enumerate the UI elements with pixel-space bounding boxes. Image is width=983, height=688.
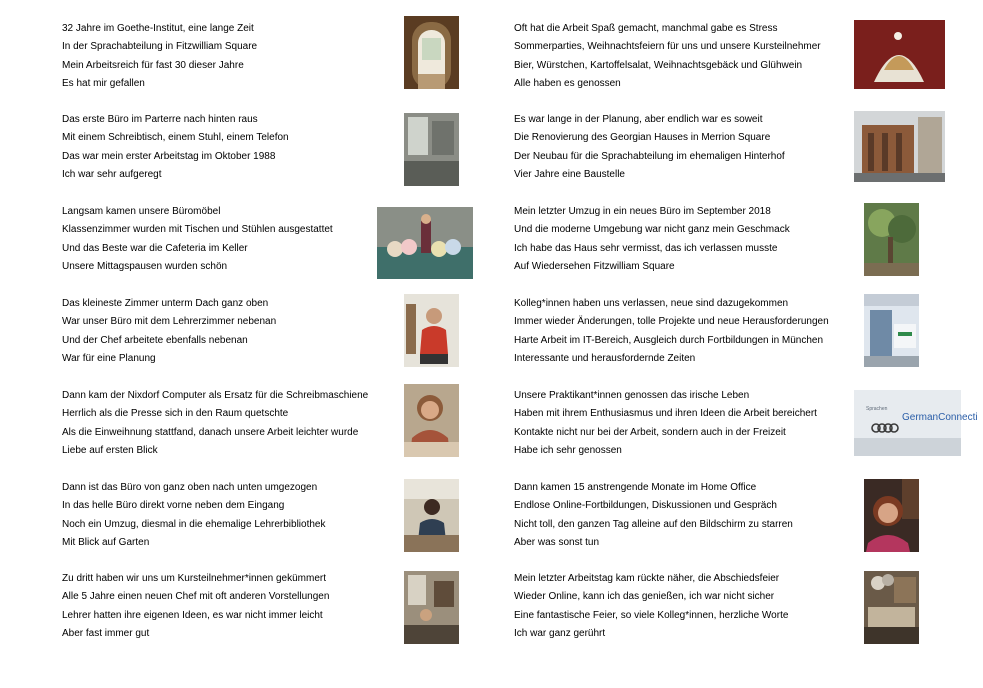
stanza-9 — [514, 111, 785, 184]
stanza-line: Wieder Online, kann ich das genießen, ich war nicht sicher — [514, 591, 775, 603]
stanza-line: Unsere Mittagspausen wurden schön — [62, 260, 228, 272]
photo-woman-smiling — [404, 384, 459, 457]
stanza-line: War für eine Planung — [62, 352, 156, 364]
stanza-line: Ich habe das Haus sehr vermisst, das ich verlassen musste — [514, 242, 778, 254]
stanza-line: Alle 5 Jahre einen neuen Chef mit oft anderen Vorstellungen — [62, 591, 330, 603]
stanza-line: War unser Büro mit dem Lehrerzimmer nebenan — [62, 316, 277, 328]
photo-doorway — [404, 16, 459, 89]
stanza-line: Aber was sonst tun — [514, 536, 600, 548]
stanza-line: Das war mein erster Arbeitstag im Oktober 1988 — [62, 150, 276, 162]
van-sign-small: Sprachen — [866, 406, 888, 412]
stanza-line: Ich war ganz gerührt — [514, 627, 606, 639]
stanza-line: Mein Arbeitsreich für fast 30 dieser Jahre — [62, 59, 244, 71]
stanza-line: Und das Beste war die Cafeteria im Keller — [62, 242, 248, 254]
stanza-line: Ich war sehr aufgeregt — [62, 168, 162, 180]
stanza-4 — [62, 295, 276, 368]
stanza-line: Kolleg*innen haben uns verlassen, neue sind dazugekommen — [514, 298, 789, 309]
photo-woman-red-sweater — [404, 294, 459, 367]
stanza-2 — [62, 111, 289, 184]
stanza-7 — [62, 570, 329, 643]
stanza-line: Zu dritt haben wir uns um Kursteilnehmer*innen gekümmert — [62, 573, 327, 584]
stanza-10 — [514, 203, 790, 276]
stanza-line: Der Neubau für die Sprachabteilung im ehemaligen Hinterhof — [514, 150, 785, 162]
photo-garden-tree — [864, 203, 919, 276]
stanza-line: Mein letzter Arbeitstag kam rückte näher, die Abschiedsfeier — [514, 573, 780, 584]
photo-new-building — [854, 111, 945, 182]
stanza-line: Bier, Würstchen, Kartoffelsalat, Weihnachtsgebäck und Glühwein — [514, 59, 803, 71]
stanza-line: Es hat mir gefallen — [62, 77, 145, 89]
stanza-line: Alle haben es genossen — [514, 77, 621, 89]
photo-cafeteria-teddies — [377, 207, 473, 279]
stanza-line: Oft hat die Arbeit Spaß gemacht, manchmal gabe es Stress — [514, 23, 778, 34]
stanza-line: Liebe auf ersten Blick — [62, 444, 158, 456]
stanza-line: Mein letzter Umzug in ein neues Büro im September 2018 — [514, 206, 771, 217]
photo-van-sign — [854, 390, 978, 456]
stanza-line: Als die Einweihnung stattfand, danach unsere Arbeit leichter wurde — [62, 426, 359, 438]
stanza-1 — [62, 20, 257, 93]
stanza-8 — [514, 20, 821, 93]
stanza-line: Endlose Online-Fortbildungen, Diskussionen und Gespräch — [514, 500, 777, 512]
stanza-line: Auf Wiedersehen Fitzwilliam Square — [514, 260, 675, 272]
photo-christmas-hat — [854, 20, 945, 89]
stanza-11 — [514, 295, 829, 368]
stanza-6 — [62, 479, 325, 552]
stanza-line: Interessante und herausfordernde Zeiten — [514, 352, 696, 364]
stanza-line: Vier Jahre eine Baustelle — [514, 168, 625, 180]
stanza-line: Kontakte nicht nur bei der Arbeit, sondern auch in der Freizeit — [514, 426, 786, 438]
stanza-line: Harte Arbeit im IT-Bereich, Ausgleich durch Fortbildungen in München — [514, 334, 824, 346]
stanza-line: Aber fast immer gut — [62, 627, 150, 639]
stanza-line: Das erste Büro im Parterre nach hinten raus — [62, 114, 258, 125]
stanza-line: Herrlich als die Presse sich in den Raum quetschte — [62, 408, 289, 420]
stanza-line: 32 Jahre im Goethe-Institut, eine lange Zeit — [62, 23, 254, 34]
photo-woman-desk — [404, 479, 459, 552]
stanza-line: Dann ist das Büro von ganz oben nach unten umgezogen — [62, 482, 318, 493]
stanza-line: Haben mit ihrem Enthusiasmus und ihren Ideen die Arbeit bereichert — [514, 408, 817, 420]
photo-home-office — [864, 479, 919, 552]
stanza-line: Dann kam der Nixdorf Computer als Ersatz für die Schreibmaschiene — [62, 390, 369, 401]
stanza-line: Immer wieder Änderungen, tolle Projekte und neue Herausforderungen — [514, 316, 829, 328]
stanza-line: Und die moderne Umgebung war nicht ganz mein Geschmack — [514, 224, 790, 236]
photo-first-office — [404, 113, 459, 186]
stanza-line: Habe ich sehr genossen — [514, 444, 622, 456]
stanza-line: Lehrer hatten ihre eigenen Ideen, es war nicht immer leicht — [62, 609, 323, 621]
photo-library-office — [404, 571, 459, 644]
stanza-line: Es war lange in der Planung, aber endlich war es soweit — [514, 114, 763, 125]
stanza-line: Sommerparties, Weihnachtsfeiern für uns und unsere Kursteilnehmer — [514, 41, 821, 53]
stanza-line: Mit einem Schreibtisch, einem Stuhl, einem Telefon — [62, 132, 289, 144]
stanza-14 — [514, 570, 788, 643]
photo-building-sign — [864, 294, 919, 367]
stanza-12 — [514, 387, 817, 460]
stanza-5 — [62, 387, 368, 460]
stanza-line: Eine fantastische Feier, so viele Kolleg*innen, herzliche Worte — [514, 609, 789, 621]
photo-farewell-party — [864, 571, 919, 644]
stanza-line: Nicht toll, den ganzen Tag alleine auf den Bildschirm zu starren — [514, 518, 793, 530]
stanza-line: Mit Blick auf Garten — [62, 536, 150, 548]
stanza-3 — [62, 203, 333, 276]
stanza-line: Klassenzimmer wurden mit Tischen und Stühlen ausgestattet — [62, 224, 333, 236]
stanza-line: Noch ein Umzug, diesmal in die ehemalige Lehrerbibliothek — [62, 518, 326, 530]
stanza-line: In der Sprachabteilung in Fitzwilliam Square — [62, 41, 258, 53]
stanza-line: Und der Chef arbeitete ebenfalls nebenan — [62, 334, 248, 346]
van-sign-brand: GermanConnecti — [902, 412, 978, 423]
stanza-line: Unsere Praktikant*innen genossen das irische Leben — [514, 390, 750, 401]
stanza-line: Dann kamen 15 anstrengende Monate im Home Office — [514, 482, 757, 493]
stanza-line: Langsam kamen unsere Büromöbel — [62, 206, 221, 217]
stanza-line: In das helle Büro direkt vorne neben dem Eingang — [62, 500, 285, 512]
stanza-line: Die Renovierung des Georgian Hauses in Merrion Square — [514, 132, 771, 144]
stanza-13 — [514, 479, 793, 552]
stanza-line: Das kleineste Zimmer unterm Dach ganz oben — [62, 298, 269, 309]
